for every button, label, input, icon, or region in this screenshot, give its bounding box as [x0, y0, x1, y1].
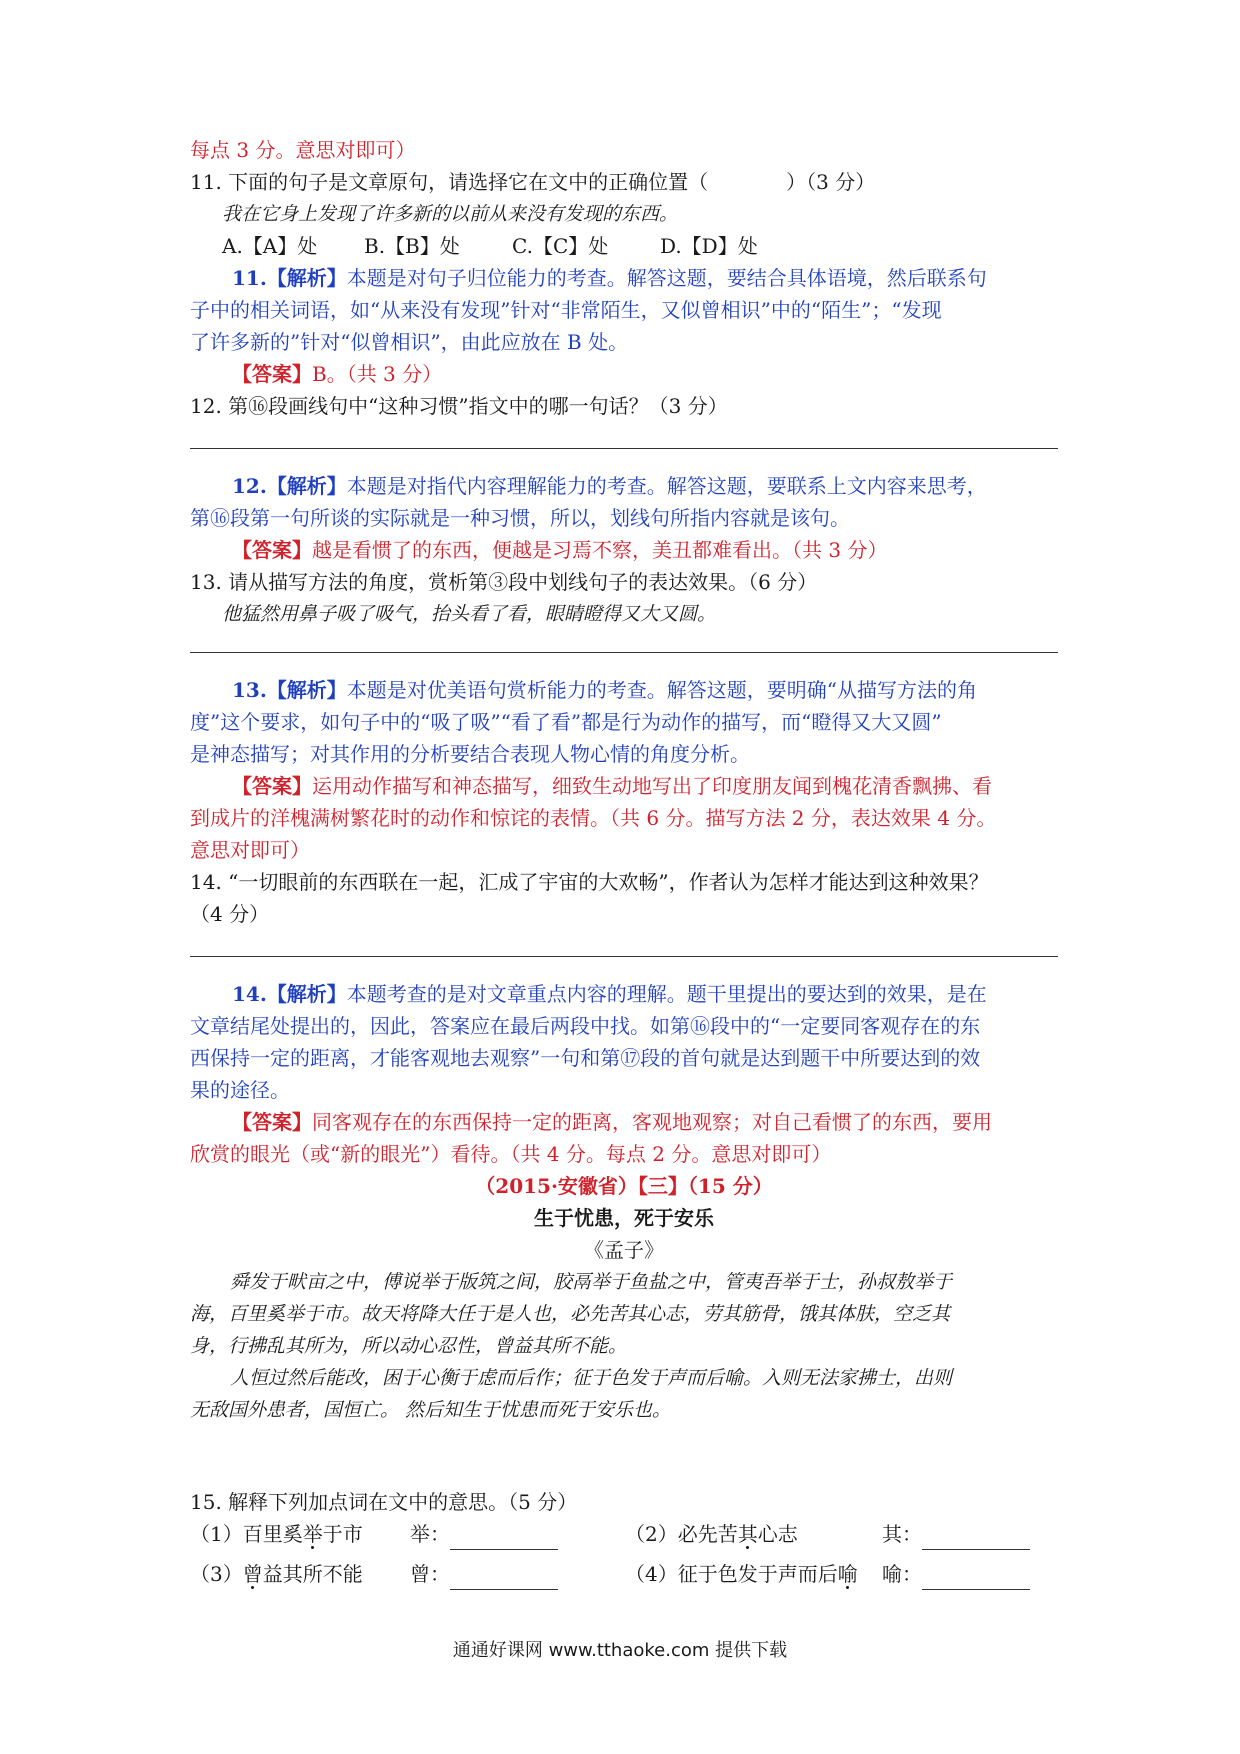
answer-blank[interactable]	[450, 1527, 558, 1550]
question-11-answer: 【答案】B。（共 3 分）	[232, 362, 443, 386]
passage-author: 《孟子》	[584, 1238, 664, 1262]
answer-blank[interactable]	[922, 1567, 1030, 1590]
question-14-stem: 14. “一切眼前的东西联在一起，汇成了宇宙的大欢畅”，作者认为怎样才能达到这种效果？	[190, 870, 989, 894]
question-12-stem: 12. 第⑯段画线句中“这种习惯”指文中的哪一句话？（3 分）	[190, 394, 728, 418]
question-14-analysis-line4: 果的途径。	[190, 1078, 290, 1102]
answer-blank[interactable]	[450, 1567, 558, 1590]
item-1: （1）百里奚举于市	[190, 1522, 363, 1546]
passage-paragraph-1: 舜发于畎亩之中，傅说举于版筑之间，胶鬲举于鱼盐之中，管夷吾举于士，孙叔敖举于	[230, 1271, 953, 1293]
question-11-analysis-line2: 子中的相关词语，如“从来没有发现”针对“非常陌生，又似曾相识”中的“陌生”；“发现	[190, 298, 942, 322]
question-15-stem: 15. 解释下列加点词在文中的意思。（5 分）	[190, 1490, 578, 1514]
question-13-analysis: 13.【解析】本题是对优美语句赏析能力的考查。解答这题，要明确“从描写方法的角	[232, 678, 978, 702]
question-11-stem: 11. 下面的句子是文章原句，请选择它在文中的正确位置（ ）（3 分）	[190, 170, 876, 194]
item-4-blank: 喻：	[882, 1558, 1030, 1590]
item-2-blank: 其：	[882, 1518, 1030, 1550]
question-13-answer-line3: 意思对即可）	[190, 838, 310, 862]
question-14-analysis-line3: 西保持一定的距离，才能客观地去观察”一句和第⑰段的首句就是达到题干中所要达到的效	[190, 1046, 981, 1070]
passage-title: 生于忧患，死于安乐	[534, 1206, 714, 1230]
question-13-sentence: 他猛然用鼻子吸了吸气，抬头看了看，眼睛瞪得又大又圆。	[222, 603, 717, 625]
question-12-analysis: 12.【解析】本题是对指代内容理解能力的考查。解答这题，要联系上文内容来思考，	[232, 474, 987, 498]
page-footer: 通通好课网 www.tthaoke.com 提供下载	[452, 1640, 788, 1661]
previous-answer-tail: 每点 3 分。意思对即可）	[190, 138, 416, 162]
question-15-row-2	[190, 1558, 1060, 1590]
item-4: （4）征于色发于声而后喻	[625, 1562, 858, 1586]
question-12-answer: 【答案】越是看惯了的东西，便越是习焉不察，美丑都难看出。（共 3 分）	[232, 538, 888, 562]
dotted-word: 曾	[242, 1562, 263, 1586]
question-13-answer-line2: 到成片的洋槐满树繁花时的动作和惊诧的表情。（共 6 分。描写方法 2 分，表达效果 4 分。	[190, 806, 997, 830]
question-12-analysis-line2: 第⑯段第一句所谈的实际就是一种习惯，所以，划线句所指内容就是该句。	[190, 506, 850, 530]
section-heading: （2015·安徽省）【三】（15 分）	[475, 1174, 773, 1198]
question-14-analysis-line2: 文章结尾处提出的，因此，答案应在最后两段中找。如第⑯段中的“一定要同客观存在的东	[190, 1014, 981, 1038]
answer-blank[interactable]	[922, 1527, 1030, 1550]
answer-line	[190, 652, 1058, 653]
item-2: （2）必先苦其心志	[625, 1522, 798, 1546]
item-1-blank: 举：	[410, 1518, 558, 1550]
question-13-analysis-line2: 度”这个要求，如句子中的“吸了吸”“看了看”都是行为动作的描写，而“瞪得又大又圆”	[190, 710, 942, 734]
question-13-answer: 【答案】运用动作描写和神态描写，细致生动地写出了印度朋友闻到槐花清香飘拂、看	[232, 774, 992, 798]
question-14-analysis: 14.【解析】本题考查的是对文章重点内容的理解。题干里提出的要达到的效果，是在	[232, 982, 987, 1006]
question-14-stem-line2: （4 分）	[190, 902, 270, 926]
question-11-analysis: 11.【解析】本题是对句子归位能力的考查。解答这题，要结合具体语境，然后联系句	[232, 266, 987, 290]
question-13-analysis-line3: 是神态描写；对其作用的分析要结合表现人物心情的角度分析。	[190, 742, 750, 766]
passage-paragraph-2: 人恒过然后能改，困于心衡于虑而后作；征于色发于声而后喻。入则无法家拂士，出则	[230, 1367, 953, 1389]
question-11-sentence: 我在它身上发现了许多新的以前从来没有发现的东西。	[222, 203, 679, 225]
dotted-word: 其	[737, 1522, 758, 1546]
question-14-answer: 【答案】同客观存在的东西保持一定的距离，客观地观察；对自己看惯了的东西，要用	[232, 1110, 992, 1134]
option-d: D.【D】处	[660, 234, 758, 258]
passage-paragraph-1-line3: 身，行拂乱其所为，所以动心忍性，曾益其所不能。	[190, 1335, 628, 1357]
dotted-word: 喻	[837, 1562, 858, 1586]
passage-paragraph-1-line2: 海，百里奚举于市。故天将降大任于是人也，必先苦其心志，劳其筋骨，饿其体肤，空乏其	[190, 1303, 951, 1325]
question-11-analysis-line3: 了许多新的”针对“似曾相识”，由此应放在 B 处。	[190, 330, 629, 354]
question-13-stem: 13. 请从描写方法的角度，赏析第③段中划线句子的表达效果。（6 分）	[190, 570, 818, 594]
passage-paragraph-2-line2: 无敌国外患者，国恒亡。 然后知生于忧患而死于安乐也。	[190, 1399, 672, 1421]
option-b: B.【B】处	[364, 234, 460, 258]
option-a: A.【A】处	[222, 234, 318, 258]
option-c: C.【C】处	[512, 234, 609, 258]
answer-line	[190, 956, 1058, 957]
answer-line	[190, 448, 1058, 449]
item-3: （3）曾益其所不能	[190, 1562, 363, 1586]
question-15-row-1	[190, 1518, 1060, 1550]
question-14-answer-line2: 欣赏的眼光（或“新的眼光”）看待。（共 4 分。每点 2 分。意思对即可）	[190, 1142, 832, 1166]
item-3-blank: 曾：	[410, 1558, 558, 1590]
dotted-word: 举	[302, 1522, 323, 1546]
